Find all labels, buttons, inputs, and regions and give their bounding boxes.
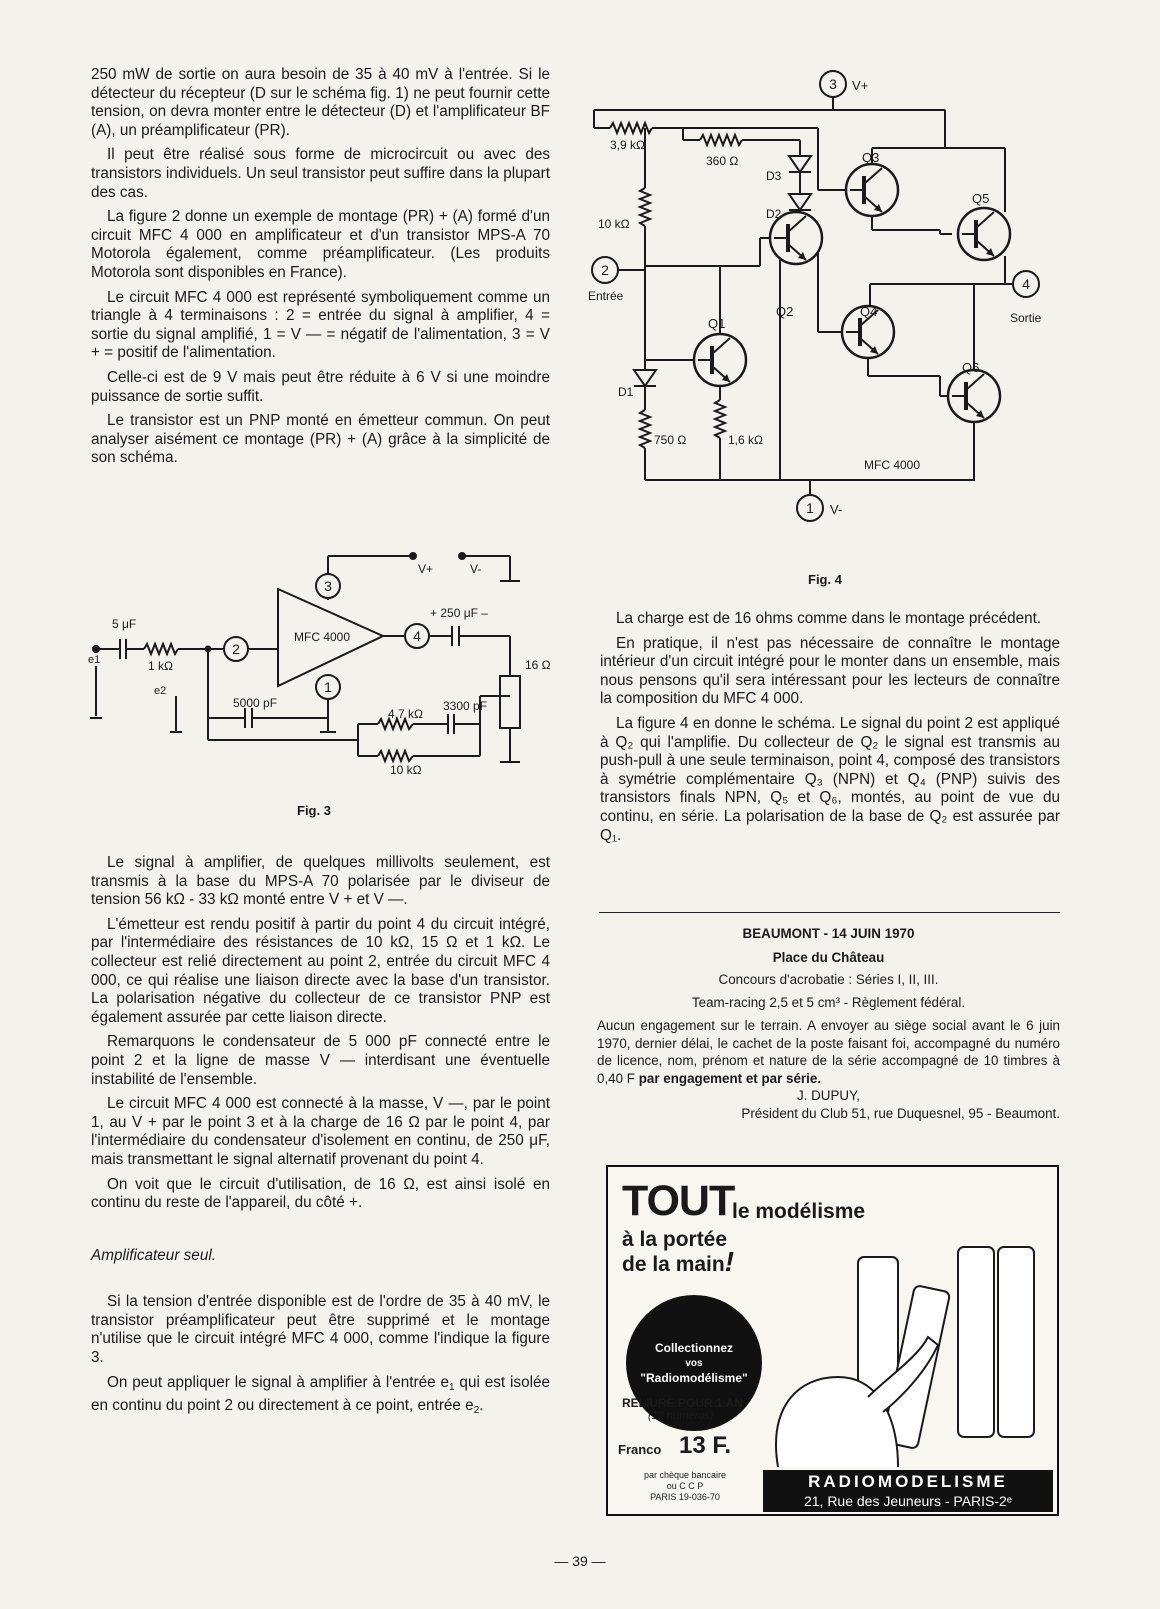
ad-brand: RADIOMODELISME	[808, 1472, 1008, 1491]
ad-cheque3: PARIS 19-036-70	[650, 1492, 720, 1502]
fig3-pin3: 3	[324, 578, 332, 594]
paragraph: L'émetteur est rendu positif à partir du point 4 du circuit intégré, par l'intermédiaire des résistances de 10 kΩ, 15 Ω et 1 kΩ. Le collecteur est relié directement au point 2, entrée du circuit MFC 4 000, ce qui réalise une liaison directe avec la base d'un transistor. La polarisation négative du collecteur de ce transistor PNP est également assurée par cette liaison directe.	[91, 915, 550, 1026]
paragraph: On voit que le circuit d'utilisation, de 16 Ω, est ainsi isolé en continu du reste de l'appareil, du côté +.	[91, 1175, 550, 1212]
paragraph: 250 mW de sortie on aura besoin de 35 à 40 mV à l'entrée. Si le détecteur du récepteur (D sur le schéma fig. 1) ne peut fournir cette tension, on devra monter entre le détecteur (D) et l'amplificateur BF (A), un préamplificateur (PR).	[91, 66, 550, 139]
fig3-cap-5000: 5000 pF	[233, 696, 278, 710]
figure-3-schematic	[88, 556, 558, 797]
fig4-pin2: 2	[601, 262, 609, 278]
ad-exclaim: !	[724, 1246, 735, 1277]
paragraph: La charge est de 16 ohms comme dans le montage précédent.	[616, 610, 1042, 627]
ad-price: 13 F.	[679, 1432, 732, 1459]
fig4-r39: 3,9 kΩ	[610, 138, 645, 152]
fig4-d2: D2	[766, 207, 782, 221]
paragraph: Le signal à amplifier, de quelques millivolts seulement, est transmis à la base du MPS-A 70 polarisée par le diviseur de tension 56 kΩ - 33 kΩ monté entre V + et V —.	[91, 854, 550, 909]
ad-tout: TOUT	[622, 1177, 735, 1225]
left-column-top	[91, 66, 550, 474]
fig4-d1: D1	[618, 385, 634, 399]
fig4-caption: Fig. 4	[808, 572, 842, 587]
page-number: — 39 —	[554, 1553, 606, 1569]
ad-cheque1: par chèque bancaire	[643, 1470, 727, 1480]
ad-numeros: (12 numéros)	[648, 1410, 714, 1422]
fig3-cap-3300: 3300 pF	[443, 699, 488, 713]
fig4-q4: Q4	[860, 304, 878, 319]
fig3-e1: e1	[88, 654, 101, 666]
fig4-r360: 360 Ω	[706, 154, 739, 168]
fig3-e2: e2	[154, 685, 167, 697]
ad-address: 21, Rue des Jeuneurs - PARIS-2ᵉ	[803, 1493, 1013, 1509]
fig4-r750: 750 Ω	[654, 433, 687, 447]
paragraph: Remarquons le condensateur de 5 000 pF connecté entre le point 2 et la ligne de masse V — interdisant une éventuelle instabilité de l'ensemble.	[91, 1033, 550, 1088]
fig3-ic-label: MFC 4000	[294, 630, 351, 644]
event-signature: J. DUPUY,	[796, 1088, 860, 1103]
ad-circle3: "Radiomodélisme"	[640, 1371, 748, 1385]
ad-line2: à la portée	[622, 1228, 728, 1251]
paragraph: Le transistor est un PNP monté en émetteur commun. On peut analyser aisément ce montage (PR) + (A) grâce à la simplicité de son schéma.	[91, 412, 550, 467]
text: qui est isolée en continu du point 2 ou directement à ce point, entrée e	[91, 1373, 550, 1415]
ad-illustration	[758, 1227, 1053, 1467]
fig3-cap-in: 5 μF	[112, 617, 137, 631]
advertisement	[606, 1165, 1059, 1516]
fig4-pin4: 4	[1022, 276, 1030, 292]
event-notice	[597, 925, 1060, 1122]
paragraph: Si la tension d'entrée disponible est de l'ordre de 35 à 40 mV, le transistor préamplificateur peut être supprimé et le montage n'utilise que le circuit intégré MFC 4 000, comme l'indique la figure 3.	[91, 1293, 550, 1367]
fig3-pin1: 1	[324, 679, 332, 695]
fig4-q1: Q1	[708, 316, 726, 331]
event-line1: Concours d'acrobatie : Séries I, II, III.	[718, 972, 939, 987]
subscript: 2	[473, 1405, 480, 1417]
fig4-pin3: 3	[829, 76, 837, 92]
ad-line3: de la main	[622, 1253, 725, 1276]
fig3-res-in: 1 kΩ	[148, 659, 173, 673]
text: On peut appliquer le signal à amplifier à l'entrée e	[107, 1373, 449, 1391]
divider	[599, 912, 1060, 913]
fig3-pin2: 2	[232, 641, 240, 657]
paragraph	[91, 1374, 550, 1421]
event-body-bold: par engagement et par série.	[638, 1070, 822, 1086]
fig4-sortie: Sortie	[1010, 311, 1042, 325]
ad-cheque2: ou C C P	[666, 1481, 704, 1491]
event-president: Président du Club 51, rue Duquesnel, 95 - Beaumont.	[741, 1105, 1060, 1121]
fig4-entree: Entrée	[588, 289, 624, 303]
ad-banner	[763, 1470, 1053, 1512]
fig4-vplus: V+	[852, 78, 869, 93]
fig3-vplus: V+	[418, 562, 434, 576]
fig4-q6: Q6	[962, 360, 980, 375]
ad-circle2: vos	[685, 1358, 703, 1369]
paragraph: Il peut être réalisé sous forme de microcircuit ou avec des transistors individuels. Un seul transistor peut suffire dans la plupart des cas.	[91, 146, 550, 201]
text: .	[479, 1397, 484, 1415]
fig3-res-47: 4,7 kΩ	[388, 707, 423, 721]
fig4-q5: Q5	[972, 191, 990, 206]
fig4-pin1: 1	[806, 500, 814, 516]
paragraph: La figure 4 en donne le schéma. Le signal du point 2 est appliqué à Q₂ qui l'amplifie. Du collecteur de Q₂ le signal est transmis au push-pull à une seule terminaison, point 4, composé des transistors à symétrie complémentaire Q₃ (NPN) et Q₄ (PNP) suivis des transistors finals NPN, Q₅ et Q₆, montés, au point de vue du continu, en série. La polarisation de la base de Q₂ est assurée par Q₁.	[600, 714, 1060, 844]
ad-circle1: Collectionnez	[654, 1341, 733, 1355]
event-title: BEAUMONT - 14 JUIN 1970	[742, 926, 915, 941]
fig4-q3: Q3	[862, 150, 880, 165]
subscript: 1	[448, 1381, 455, 1393]
subheading: Amplificateur seul.	[91, 1246, 216, 1264]
ad-reliure: RELIURE POUR 1 AN	[622, 1396, 743, 1410]
fig4-r10k: 10 kΩ	[598, 217, 630, 231]
ad-franco: Franco	[618, 1442, 662, 1457]
fig3-caption: Fig. 3	[297, 803, 331, 818]
fig4-ic: MFC 4000	[864, 458, 921, 472]
ad-line3-row	[622, 1246, 735, 1277]
paragraph: Celle-ci est de 9 V mais peut être réduite à 6 V si une moindre puissance de sortie suffit.	[91, 368, 550, 405]
ad-cheque	[610, 1470, 760, 1503]
fig3-cap-out: + 250 μF –	[430, 606, 488, 620]
fig4-vminus: V-	[830, 502, 843, 517]
figure-4-schematic	[588, 70, 1050, 553]
event-line2: Team-racing 2,5 et 5 cm³ - Règlement fédéral.	[691, 994, 966, 1010]
fig3-res-10k: 10 kΩ	[390, 763, 422, 777]
event-body	[597, 1017, 1060, 1087]
event-body-text: Aucun engagement sur le terrain. A envoyer au siège social avant le 6 juin 1970, dernier délai, le cachet de la poste faisant foi, accompagné du numéro de licence, nom, prénom et nature de la série accompagné de 10 timbres à 0,40 F	[597, 1018, 1060, 1086]
paragraph: Le circuit MFC 4 000 est connecté à la masse, V —, par le point 1, au V + par le point 3 et à la charge de 16 Ω par le point 4, par l'intermédiaire du condensateur d'isolement en continu, de 250 μF, mais transmettant le signal alternatif provenant du point 4.	[91, 1095, 550, 1168]
fig4-d3: D3	[766, 169, 782, 183]
paragraph: En pratique, il n'est pas nécessaire de connaître le montage intérieur d'un circuit intégré pour le monter dans un ensemble, mais nous pensons qu'il sera intéressant pour les lecteurs de connaître la composition du MFC 4 000.	[600, 634, 1060, 708]
right-column	[600, 610, 1060, 851]
paragraph: La figure 2 donne un exemple de montage (PR) + (A) formé d'un circuit MFC 4 000 en amplificateur et d'un transistor MPS-A 70 Motorola également, comme préamplificateur. (Les produits Motorola sont disponibles en France).	[91, 208, 550, 281]
fig4-r16k: 1,6 kΩ	[728, 433, 763, 447]
paragraph: Le circuit MFC 4 000 est représenté symboliquement comme un triangle à 4 terminaisons : 2 = entrée du signal à amplifier, 4 = sortie du signal amplifié, 1 = V — = négatif de l'alimentation, 3 = V + = positif de l'alimentation.	[91, 288, 550, 362]
ad-line1: le modélisme	[732, 1200, 866, 1223]
fig3-load: 16 Ω	[525, 658, 551, 672]
fig4-q2: Q2	[776, 304, 794, 319]
fig3-pin4: 4	[413, 628, 421, 644]
left-column-bottom	[91, 854, 550, 1427]
event-place: Place du Château	[772, 949, 885, 965]
fig3-vminus: V-	[470, 562, 482, 576]
